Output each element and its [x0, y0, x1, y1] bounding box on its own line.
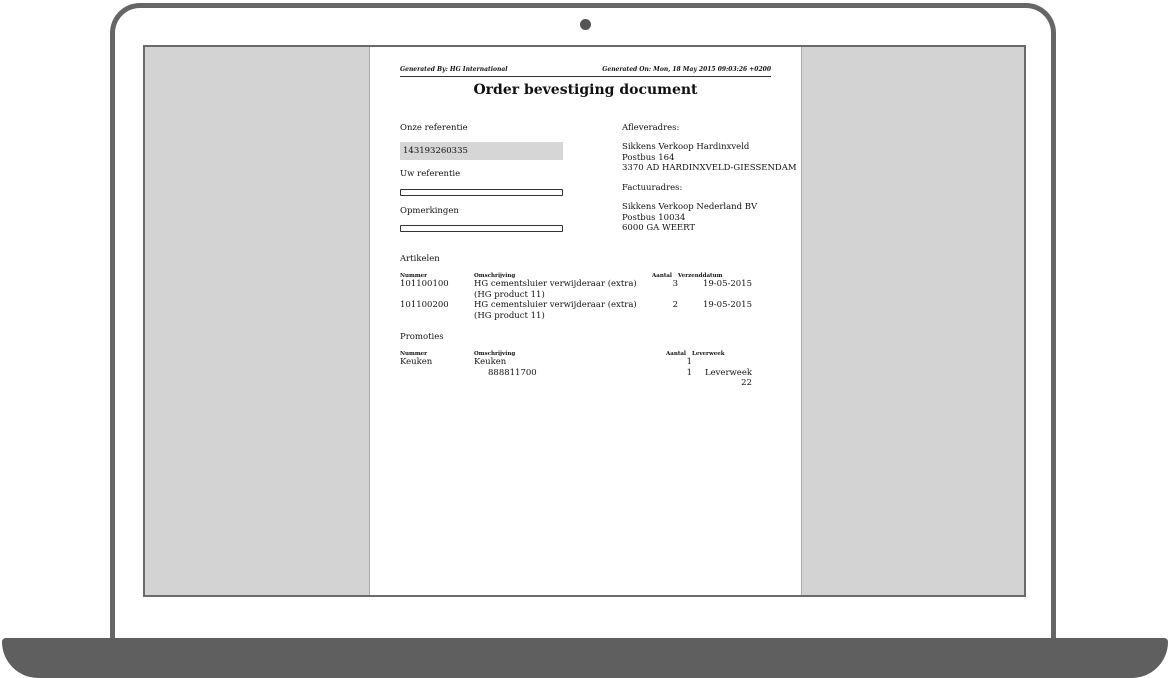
column-header: Leverweek: [692, 351, 725, 357]
artikelen-heading: Artikelen: [400, 254, 440, 264]
opmerkingen-label: Opmerkingen: [400, 206, 459, 216]
table-row: [400, 300, 752, 321]
factuuradres-label: Factuuradres:: [622, 183, 683, 193]
cell-nummer: [400, 368, 474, 389]
cell-aantal: 2: [672, 300, 678, 310]
laptop-base: [2, 638, 1168, 678]
column-header: Nummer: [400, 351, 428, 357]
cell-leverweek: [692, 357, 752, 368]
column-header: Nummer: [400, 273, 428, 279]
promoties-heading: Promoties: [400, 332, 444, 342]
cell-omschrijving: 888811700: [488, 367, 537, 378]
column-header: Aantal: [666, 351, 687, 357]
uw-referentie-label: Uw referentie: [400, 169, 461, 179]
cell-nummer: 101100100: [400, 279, 449, 289]
promoties-table: [400, 349, 752, 389]
factuuradres-block: [622, 202, 757, 234]
column-header: Omschrijving: [474, 273, 516, 279]
onze-referentie-field[interactable]: 143193260335: [400, 142, 563, 160]
column-header: Verzenddatum: [678, 273, 723, 279]
cell-aantal: 1: [686, 367, 692, 378]
cell-omschrijving: HG cementsluier verwijderaar (extra) (HG product 11): [474, 300, 637, 321]
cell-omschrijving: HG cementsluier verwijderaar (extra) (HG product 11): [474, 279, 637, 300]
cell-verzenddatum: 19-05-2015: [702, 300, 752, 310]
cell-verzenddatum: 19-05-2015: [702, 279, 752, 289]
afleveradres-label: Afleveradres:: [622, 123, 680, 133]
screen: [143, 45, 1026, 597]
generated-by: Generated By: HG International: [400, 66, 508, 73]
camera-icon: [580, 19, 591, 30]
address-line: Postbus 164: [622, 152, 675, 163]
table-row: [400, 279, 752, 300]
cell-aantal: 1: [686, 357, 692, 367]
address-line: Sikkens Verkoop Hardinxveld: [622, 142, 750, 152]
address-line: 3370 AD HARDINXVELD-GIESSENDAM: [622, 163, 797, 173]
afleveradres-block: [622, 142, 797, 174]
cell-omschrijving: Keuken: [474, 357, 507, 367]
cell-nummer: Keuken: [400, 357, 433, 367]
artikelen-table: [400, 271, 752, 321]
generated-on: Generated On: Mon, 18 May 2015 09:03:26 +0200: [602, 66, 771, 73]
address-line: 6000 GA WEERT: [622, 223, 696, 233]
document-page: [369, 47, 802, 595]
table-row: [400, 368, 752, 389]
page-title: Order bevestiging document: [473, 82, 698, 98]
column-header: Omschrijving: [474, 351, 516, 357]
cell-aantal: 3: [672, 279, 678, 289]
table-row: [400, 357, 752, 368]
cell-nummer: 101100200: [400, 300, 449, 310]
cell-leverweek: Leverweek 22: [704, 367, 752, 388]
address-line: Sikkens Verkoop Nederland BV: [622, 202, 758, 212]
uw-referentie-field[interactable]: [400, 189, 563, 196]
onze-referentie-label: Onze referentie: [400, 123, 468, 133]
document-header: [400, 66, 771, 77]
column-header: Aantal: [652, 273, 673, 279]
address-line: Postbus 10034: [622, 212, 686, 223]
opmerkingen-field[interactable]: [400, 225, 563, 232]
